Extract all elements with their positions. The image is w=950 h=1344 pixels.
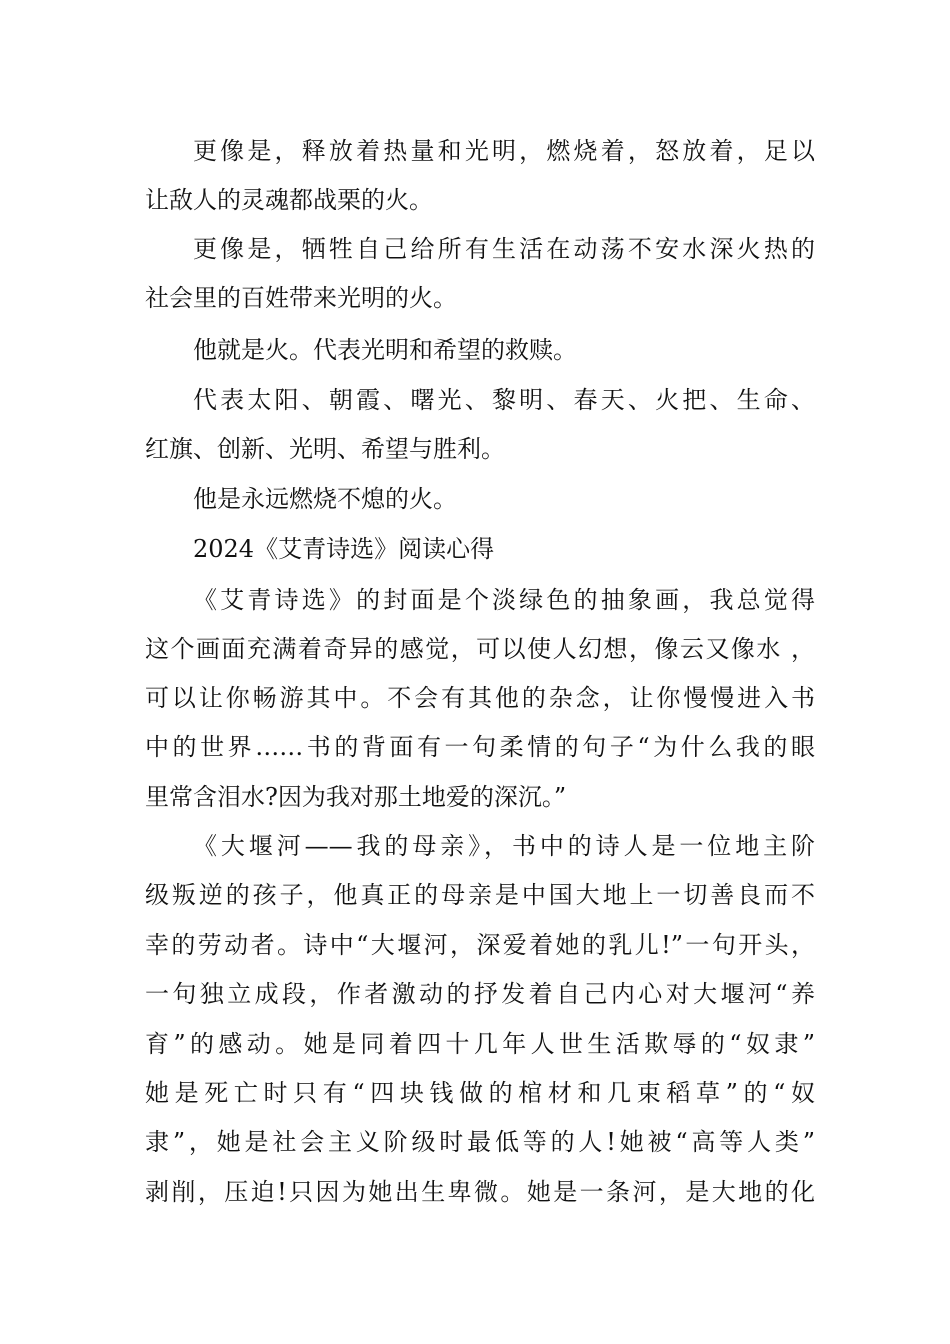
- text-line: 红旗、创新、光明、希望与胜利。: [145, 435, 505, 463]
- text-line: 让敌人的灵魂都战栗的火。: [145, 186, 433, 214]
- text-line: 这个画面充满着奇异的感觉，可以使人幻想，像云又像水 ，: [145, 635, 815, 663]
- text-line: 《大堰河——我的母亲》，书中的诗人是一位地主阶: [193, 832, 815, 860]
- text-line: 育”的感动。她是同着四十几年人世生活欺辱的“奴隶”: [145, 1030, 815, 1058]
- text-line: 她是死亡时只有“四块钱做的棺材和几束稻草”的“奴: [145, 1079, 815, 1107]
- text-line: 级叛逆的孩子，他真正的母亲是中国大地上一切善良而不: [145, 881, 815, 909]
- text-line: 代表太阳、朝霞、曙光、黎明、春天、火把、生命、: [193, 386, 815, 414]
- section-heading: 2024《艾青诗选》阅读心得: [193, 535, 495, 563]
- text-line: 一句独立成段，作者激动的抒发着自己内心对大堰河“养: [145, 980, 815, 1008]
- text-line: 中的世界……书的背面有一句柔情的句子“为什么我的眼: [145, 733, 815, 761]
- text-line: 社会里的百姓带来光明的火。: [145, 284, 457, 312]
- text-line: 他就是火。代表光明和希望的救赎。: [193, 336, 577, 364]
- text-line: 他是永远燃烧不熄的火。: [193, 485, 457, 513]
- text-line: 可以让你畅游其中。不会有其他的杂念，让你慢慢进入书: [145, 684, 815, 712]
- text-line: 剥削，压迫!只因为她出生卑微。她是一条河，是大地的化: [145, 1178, 815, 1206]
- text-line: 更像是，释放着热量和光明，燃烧着，怒放着，足以: [193, 137, 815, 165]
- text-line: 隶”，她是社会主义阶级时最低等的人!她被“高等人类”: [145, 1128, 815, 1156]
- text-line: 里常含泪水?因为我对那土地爱的深沉。”: [145, 783, 567, 811]
- text-line: 幸的劳动者。诗中“大堰河，深爱着她的乳儿!”一句开头，: [145, 931, 815, 959]
- text-line: 《艾青诗选》的封面是个淡绿色的抽象画，我总觉得: [193, 586, 815, 614]
- text-line: 更像是，牺牲自己给所有生活在动荡不安水深火热的: [193, 235, 815, 263]
